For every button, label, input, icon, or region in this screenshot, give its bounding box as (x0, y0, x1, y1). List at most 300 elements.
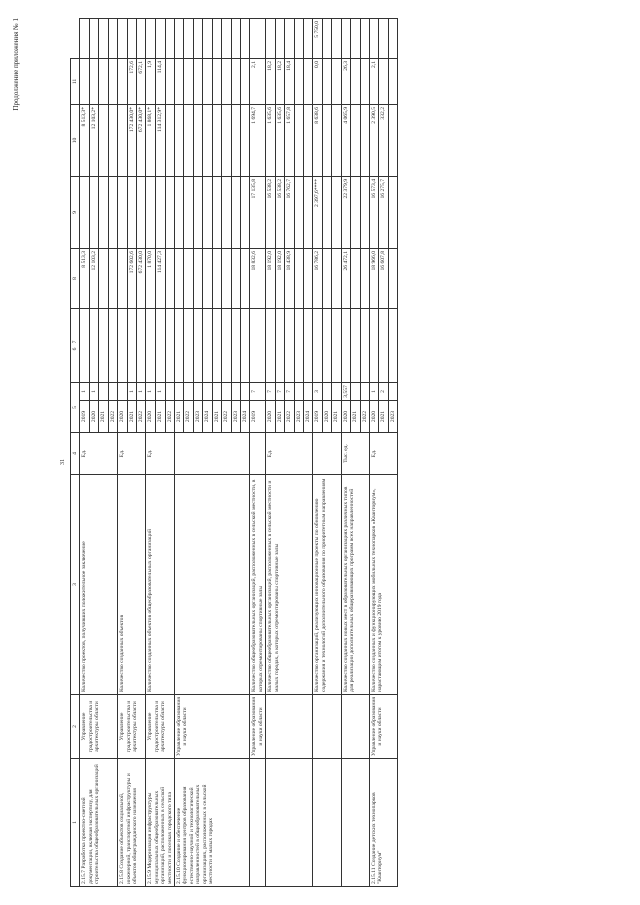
value-cell-11 (250, 18, 266, 58)
year-cell: 2023 (231, 401, 240, 433)
measure-name: Создание детских технопарков "Кванториум" (370, 792, 384, 884)
value-cell-5: 1 (80, 382, 89, 400)
value-cell-10 (165, 58, 175, 104)
value-cell-5 (193, 382, 202, 400)
value-cell-8: 22 379,9 (341, 176, 350, 248)
value-cell-10 (351, 58, 360, 104)
table-row (266, 18, 275, 886)
value-cell-11 (332, 18, 341, 58)
indicator-cell: Количество общеобразовательных организаций, расположенных в сельской местности, в которых отремонтированы спортивные залы (250, 475, 266, 695)
measure-cell (175, 759, 250, 887)
year-cell: 2024 (203, 401, 212, 433)
value-cell-8 (360, 176, 369, 248)
value-cell-8 (294, 176, 303, 248)
value-cell-11 (99, 18, 108, 58)
value-cell-7 (360, 248, 369, 308)
value-cell-9 (203, 104, 212, 176)
value-cell-9 (231, 104, 240, 176)
value-cell-10 (80, 58, 89, 104)
value-cell-11 (155, 18, 165, 58)
value-cell-6 (136, 308, 145, 382)
year-cell: 2023 (294, 401, 303, 433)
value-cell-11: 5 750,0 (313, 18, 322, 58)
measure-id: 2.15.8 (119, 870, 126, 884)
col-num-8: 8 (71, 248, 80, 308)
value-cell-9 (388, 104, 397, 176)
value-cell-9 (99, 104, 108, 176)
value-cell-6 (313, 308, 322, 382)
value-cell-5: 1 (136, 382, 145, 400)
year-cell: 2021 (351, 401, 360, 433)
value-cell-10 (222, 58, 231, 104)
measure-cell (313, 759, 341, 887)
value-cell-11 (360, 18, 369, 58)
value-cell-7: 26 472,1 (341, 248, 350, 308)
year-cell: 2022 (136, 401, 145, 433)
unit-cell: Ед. (266, 433, 313, 475)
value-cell-8: 2 397,6**** (313, 176, 322, 248)
measure-cell (80, 759, 118, 887)
value-cell-8 (184, 176, 193, 248)
value-cell-10: 1,9 (146, 58, 156, 104)
value-cell-7 (212, 248, 221, 308)
value-cell-10: 2,1 (369, 58, 378, 104)
value-cell-6 (175, 308, 184, 382)
year-cell: 2024 (241, 401, 250, 433)
value-cell-7 (231, 248, 240, 308)
value-cell-9 (303, 104, 312, 176)
value-cell-8: 16 762,7 (285, 176, 294, 248)
value-cell-9 (212, 104, 221, 176)
value-cell-10 (332, 58, 341, 104)
value-cell-7 (175, 248, 184, 308)
col-num-3: 3 (71, 475, 80, 695)
year-cell: 2021 (127, 401, 136, 433)
value-cell-9 (118, 104, 127, 176)
value-cell-11 (241, 18, 250, 58)
col-num-6-7 (71, 308, 80, 382)
value-cell-7 (303, 248, 312, 308)
value-cell-5 (388, 382, 397, 400)
value-cell-7 (332, 248, 341, 308)
value-cell-11 (193, 18, 202, 58)
value-cell-11 (184, 18, 193, 58)
value-cell-5 (212, 382, 221, 400)
value-cell-10 (203, 58, 212, 104)
value-cell-9: 172 430,0* (127, 104, 136, 176)
unit-cell (313, 433, 341, 475)
value-cell-6 (360, 308, 369, 382)
value-cell-8 (212, 176, 221, 248)
value-cell-9 (108, 104, 117, 176)
value-cell-7: 172 602,6 (127, 248, 136, 308)
value-cell-10: 114,4 (155, 58, 165, 104)
year-cell: 2023 (193, 401, 202, 433)
executor-cell: Управление образования и науки области (369, 695, 397, 759)
value-cell-6 (322, 308, 331, 382)
year-cell: 2021 (212, 401, 221, 433)
value-cell-10 (175, 58, 184, 104)
executor-cell (313, 695, 341, 759)
value-cell-6 (80, 308, 89, 382)
value-cell-8 (165, 176, 175, 248)
executor-cell: Управление градостроительства и архитектуры области (146, 695, 175, 759)
table-body (80, 18, 398, 886)
value-cell-8 (388, 176, 397, 248)
value-cell-6 (231, 308, 240, 382)
program-table (70, 18, 398, 887)
value-cell-10: 2,1 (250, 58, 266, 104)
value-cell-9 (184, 104, 193, 176)
year-cell: 2019 (250, 401, 266, 433)
table-row (175, 18, 184, 886)
value-cell-11 (127, 18, 136, 58)
value-cell-9 (322, 104, 331, 176)
value-cell-5: 1 (146, 382, 156, 400)
value-cell-7: 114 427,3 (155, 248, 165, 308)
value-cell-5: 3,557 (341, 382, 350, 400)
measure-name: Создание и обеспечение функционирования центров образования естественно-научной и технологической направленностей в общеобразовательных организациях, расположенных в сельской местности и малых городах (176, 784, 215, 884)
col-num-7: 7 (72, 340, 78, 344)
value-cell-11 (369, 18, 378, 58)
value-cell-9: 1 657,8 (285, 104, 294, 176)
value-cell-7 (193, 248, 202, 308)
value-cell-6 (146, 308, 156, 382)
value-cell-9 (193, 104, 202, 176)
value-cell-8 (193, 176, 202, 248)
value-cell-8: 16 538,2 (266, 176, 275, 248)
indicator-cell: Количество созданных новых мест в образовательных организациях различных типов для реализации дополнительных общеразвивающих программ всех направленностей (341, 475, 369, 695)
value-cell-9: 1 635,6 (266, 104, 275, 176)
year-cell: 2021 (275, 401, 284, 433)
value-cell-7 (118, 248, 127, 308)
value-cell-5 (184, 382, 193, 400)
value-cell-6 (241, 308, 250, 382)
value-cell-8 (127, 176, 136, 248)
value-cell-10 (294, 58, 303, 104)
value-cell-8 (351, 176, 360, 248)
indicator-cell: Количество созданных и функционирующих мобильных технопарков «Кванториум», нарастающим итогом к уровню 2019 года (369, 475, 397, 695)
column-number-row (71, 18, 80, 886)
value-cell-7 (108, 248, 117, 308)
value-cell-5 (165, 382, 175, 400)
value-cell-7 (294, 248, 303, 308)
indicator-cell: Количество созданных объектов (118, 475, 146, 695)
year-cell: 2020 (118, 401, 127, 433)
value-cell-5: 7 (266, 382, 275, 400)
value-cell-10 (89, 58, 98, 104)
measure-id: 2.15.9 (147, 870, 154, 884)
col-num-11: 11 (71, 58, 80, 104)
value-cell-7 (351, 248, 360, 308)
value-cell-5: 3 (313, 382, 322, 400)
value-cell-8 (80, 176, 89, 248)
value-cell-6 (89, 308, 98, 382)
table-row (313, 18, 322, 886)
value-cell-7 (241, 248, 250, 308)
col-num-5: 5 (71, 382, 80, 432)
year-cell: 2019 (80, 401, 89, 433)
value-cell-11 (108, 18, 117, 58)
value-cell-11 (222, 18, 231, 58)
value-cell-10: 18,2 (275, 58, 284, 104)
value-cell-7 (222, 248, 231, 308)
value-cell-11 (89, 18, 98, 58)
year-cell: 2024 (303, 401, 312, 433)
value-cell-10 (118, 58, 127, 104)
measure-cell (266, 759, 313, 887)
value-cell-10 (184, 58, 193, 104)
value-cell-11 (303, 18, 312, 58)
value-cell-5 (175, 382, 184, 400)
value-cell-11 (379, 18, 388, 58)
year-cell: 2022 (165, 401, 175, 433)
value-cell-8 (175, 176, 184, 248)
year-cell: 2021 (332, 401, 341, 433)
value-cell-9: 8 638,6 (313, 104, 322, 176)
value-cell-7: 12 103,2 (89, 248, 98, 308)
value-cell-5 (99, 382, 108, 400)
value-cell-8 (222, 176, 231, 248)
value-cell-8: 16 538,2 (275, 176, 284, 248)
value-cell-11 (136, 18, 145, 58)
value-cell-9: 1 635,6 (275, 104, 284, 176)
value-cell-7 (184, 248, 193, 308)
year-cell: 2022 (360, 401, 369, 433)
value-cell-5: 7 (285, 382, 294, 400)
indicator-cell: Количество организаций, реализующих инновационные проекты по обновлению содержания и технологий дополнительного образования по приоритетным направлениям (313, 475, 341, 695)
value-cell-7: 18 192,0 (275, 248, 284, 308)
col-num-9: 9 (71, 176, 80, 248)
value-cell-10 (241, 58, 250, 104)
value-cell-11 (341, 18, 350, 58)
value-cell-7: 16 607,8 (379, 248, 388, 308)
indicator-cell: Количество общеобразовательных организаций, расположенных в сельской местности и малых городах, в которых отремонтированы спортивные залы (266, 475, 313, 695)
value-cell-7 (322, 248, 331, 308)
value-cell-5 (294, 382, 303, 400)
value-cell-10 (193, 58, 202, 104)
value-cell-5: 1 (155, 382, 165, 400)
year-cell: 2020 (369, 401, 378, 433)
value-cell-9: 8 513,3* (80, 104, 89, 176)
value-cell-8: 16 573,4 (369, 176, 378, 248)
year-cell: 2020 (146, 401, 156, 433)
value-cell-6 (275, 308, 284, 382)
measure-name: Создание объектов социальной, инженерной, транспортной инфраструктуры и объектов общегражданского назначения (119, 773, 138, 884)
value-cell-9 (294, 104, 303, 176)
value-cell-9: 1 694,7 (250, 104, 266, 176)
measure-id: 2.15.10 (176, 867, 183, 884)
table-row (369, 18, 378, 886)
value-cell-9 (351, 104, 360, 176)
value-cell-5: 7 (275, 382, 284, 400)
value-cell-11 (212, 18, 221, 58)
value-cell-5: 1 (369, 382, 378, 400)
year-cell: 2022 (222, 401, 231, 433)
measure-name: Модернизация инфраструктуры муниципальных общеобразовательных организаций, расположенных в сельской местности и поселках городского типа (147, 786, 173, 884)
col-num-4: 4 (71, 433, 80, 475)
value-cell-10: 0,0 (313, 58, 322, 104)
value-cell-6 (184, 308, 193, 382)
value-cell-6 (388, 308, 397, 382)
table-row (118, 18, 127, 886)
value-cell-5 (118, 382, 127, 400)
value-cell-5 (360, 382, 369, 400)
table-row (80, 18, 89, 886)
value-cell-5 (351, 382, 360, 400)
value-cell-10 (108, 58, 117, 104)
value-cell-5 (241, 382, 250, 400)
value-cell-8 (118, 176, 127, 248)
value-cell-6 (155, 308, 165, 382)
value-cell-6 (250, 308, 266, 382)
value-cell-6 (341, 308, 350, 382)
executor-cell: Управление образования и науки области (175, 695, 250, 759)
indicator-cell: Количество проектов, получивших положительное заключение (80, 475, 118, 695)
indicator-cell: Количество созданных объектов общеобразовательных организаций (146, 475, 175, 695)
value-cell-10 (322, 58, 331, 104)
value-cell-5: 1 (127, 382, 136, 400)
value-cell-11 (175, 18, 184, 58)
value-cell-7: 8 513,3 (80, 248, 89, 308)
value-cell-8 (322, 176, 331, 248)
value-cell-10: 18,4 (285, 58, 294, 104)
value-cell-11 (294, 18, 303, 58)
value-cell-11 (146, 18, 156, 58)
value-cell-11 (203, 18, 212, 58)
value-cell-6 (222, 308, 231, 382)
measure-cell (369, 759, 397, 887)
value-cell-9: 114 312,9* (155, 104, 165, 176)
executor-cell (341, 695, 369, 759)
value-cell-6 (332, 308, 341, 382)
value-cell-7: 16 786,2 (313, 248, 322, 308)
value-cell-9: 1 868,1* (146, 104, 156, 176)
col-num-2: 2 (71, 695, 80, 759)
value-cell-11 (266, 18, 275, 58)
value-cell-7: 18 192,0 (266, 248, 275, 308)
value-cell-6 (165, 308, 175, 382)
value-cell-6 (369, 308, 378, 382)
value-cell-9 (165, 104, 175, 176)
value-cell-9 (360, 104, 369, 176)
unit-cell: Тыс. ед. (341, 433, 369, 475)
value-cell-10: 172,6 (127, 58, 136, 104)
value-cell-9: 2 390,5 (369, 104, 378, 176)
value-cell-8 (99, 176, 108, 248)
value-cell-11 (231, 18, 240, 58)
value-cell-5 (303, 382, 312, 400)
value-cell-10 (231, 58, 240, 104)
value-cell-10: 672,1 (136, 58, 145, 104)
year-cell: 2021 (155, 401, 165, 433)
value-cell-8 (136, 176, 145, 248)
value-cell-10: 18,2 (266, 58, 275, 104)
value-cell-6 (203, 308, 212, 382)
value-cell-8 (155, 176, 165, 248)
year-cell: 2023 (388, 401, 397, 433)
table-row (250, 18, 266, 886)
value-cell-8 (332, 176, 341, 248)
year-cell: 2020 (322, 401, 331, 433)
value-cell-10 (379, 58, 388, 104)
value-cell-8 (303, 176, 312, 248)
value-cell-9 (332, 104, 341, 176)
value-cell-9 (222, 104, 231, 176)
value-cell-6 (294, 308, 303, 382)
value-cell-10: 26,3 (341, 58, 350, 104)
year-cell: 2021 (175, 401, 184, 433)
unit-cell: Ед. (118, 433, 146, 475)
value-cell-9: 4 065,9 (341, 104, 350, 176)
value-cell-8: 16 275,7 (379, 176, 388, 248)
value-cell-5: 7 (250, 382, 266, 400)
value-cell-5 (203, 382, 212, 400)
value-cell-8 (146, 176, 156, 248)
unit-cell: Ед. (80, 433, 118, 475)
year-cell: 2020 (266, 401, 275, 433)
value-cell-7 (203, 248, 212, 308)
value-cell-11 (388, 18, 397, 58)
measure-cell (146, 759, 175, 887)
value-cell-6 (193, 308, 202, 382)
value-cell-7: 1 870,0 (146, 248, 156, 308)
value-cell-9: 332,2 (379, 104, 388, 176)
value-cell-7 (165, 248, 175, 308)
value-cell-11 (322, 18, 331, 58)
value-cell-10 (212, 58, 221, 104)
table-row (146, 18, 156, 886)
executor-cell: Управление образования и науки области (250, 695, 266, 759)
value-cell-9 (241, 104, 250, 176)
value-cell-11 (275, 18, 284, 58)
col-num-6: 6 (72, 347, 78, 351)
measure-cell (118, 759, 146, 887)
year-cell: 2020 (341, 401, 350, 433)
value-cell-11 (351, 18, 360, 58)
value-cell-7: 672 430,0 (136, 248, 145, 308)
year-cell: 2020 (89, 401, 98, 433)
page-number: 31 (60, 459, 66, 465)
col-num-1: 1 (71, 759, 80, 887)
value-cell-6 (108, 308, 117, 382)
value-cell-11 (165, 18, 175, 58)
value-cell-10 (388, 58, 397, 104)
value-cell-8: 17 135,8 (250, 176, 266, 248)
value-cell-7: 18 832,6 (250, 248, 266, 308)
value-cell-7 (388, 248, 397, 308)
value-cell-5 (322, 382, 331, 400)
value-cell-6 (212, 308, 221, 382)
unit-cell: Ед. (369, 433, 397, 475)
col-num-10: 10 (71, 104, 80, 176)
measure-cell (341, 759, 369, 887)
measure-id: 2.15.7 (81, 870, 88, 884)
value-cell-6 (99, 308, 108, 382)
unit-cell (250, 433, 266, 475)
unit-cell: Ед. (146, 433, 175, 475)
value-cell-5 (332, 382, 341, 400)
value-cell-10 (99, 58, 108, 104)
value-cell-6 (285, 308, 294, 382)
executor-cell: Управление градостроительства и архитектуры области (80, 695, 118, 759)
appendix-label: Продолжение приложения № 1 (12, 18, 20, 111)
value-cell-6 (379, 308, 388, 382)
year-cell: 2022 (285, 401, 294, 433)
value-cell-10 (360, 58, 369, 104)
value-cell-6 (266, 308, 275, 382)
value-cell-5 (222, 382, 231, 400)
